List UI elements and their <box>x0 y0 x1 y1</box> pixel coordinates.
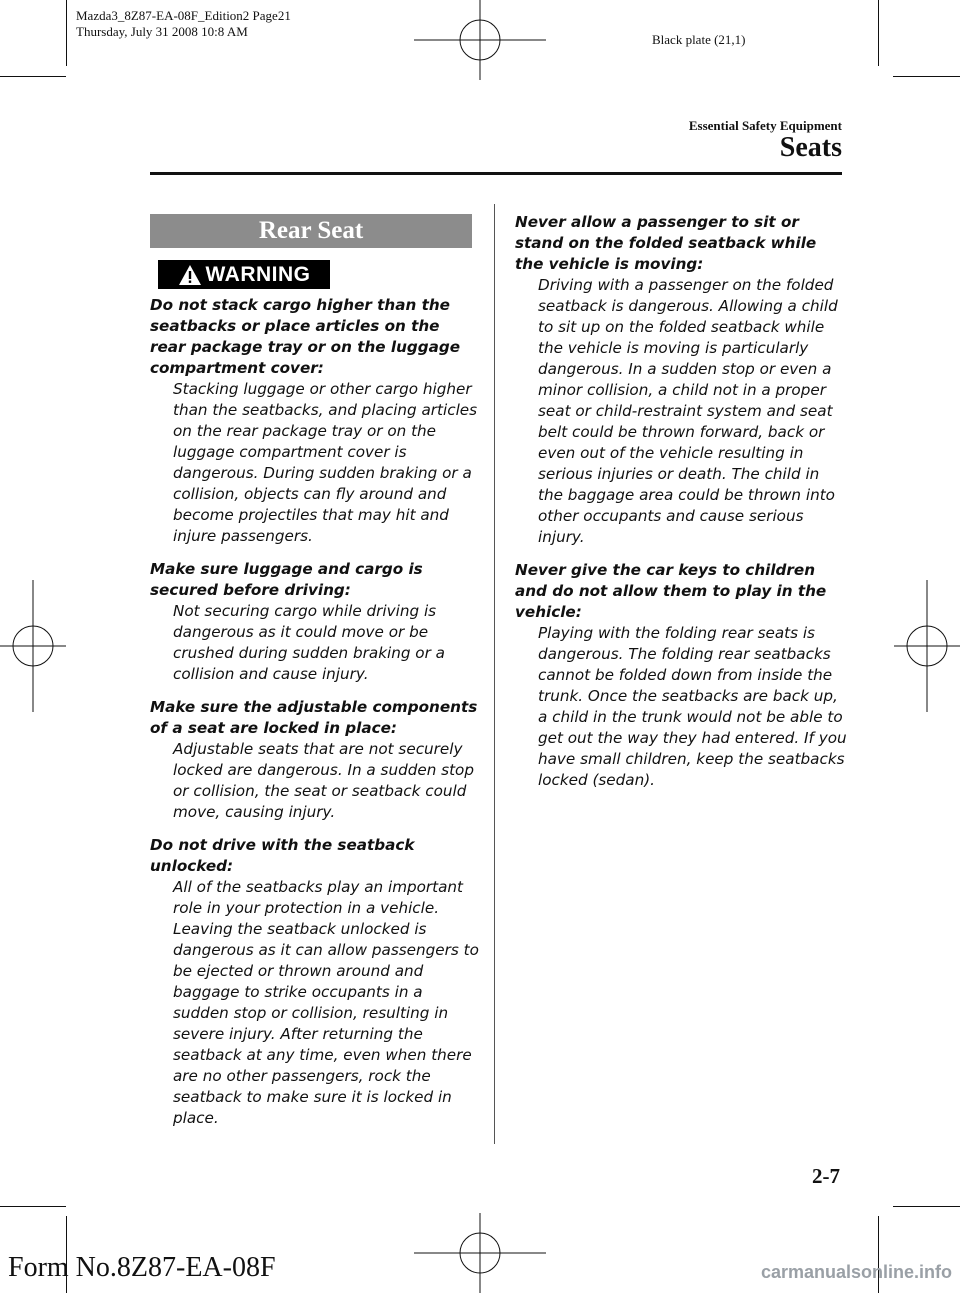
warning-triangle-icon <box>178 264 202 286</box>
crop-mark <box>878 0 879 66</box>
print-date-line: Thursday, July 31 2008 10:8 AM <box>76 24 248 39</box>
warning-item <box>515 212 847 548</box>
crop-mark <box>893 76 960 77</box>
registration-target-icon <box>414 1213 546 1293</box>
warning-body: Driving with a passenger on the folded seatback is dangerous. Allowing a child to sit up on the folded seatback while the vehicle is moving is particularly dangerous. In a sudden stop or even a minor collision, a child not in a proper seat or child-restraint system and seat belt could be thrown forward, back or even out of the vehicle resulting in serious injuries or death. The child in the baggage area could be thrown into other occupants and cause serious injury. <box>538 276 838 546</box>
section-label: Essential Safety Equipment <box>688 118 842 133</box>
warning-body: All of the seatbacks play an important role in your protection in a vehicle. Leaving the seatback unlocked is dangerous as it can allow passengers to be ejected or thrown around and baggage to strike occupants in a sudden stop or collision, resulting in severe injury. After returning the seatback at any time, even when there are no other passengers, rock the seatback to make sure it is locked in place. <box>173 878 479 1127</box>
warning-item <box>515 560 847 791</box>
warning-heading: Never give the car keys to children and do not allow them to play in the vehicle: <box>515 561 827 621</box>
section-title: Seats <box>779 132 842 163</box>
warning-heading: Never allow a passenger to sit or stand on the folded seatback while the vehicle is moving: <box>515 213 817 273</box>
warning-item <box>150 559 480 685</box>
column-divider <box>494 204 495 1144</box>
header-rule <box>150 172 842 175</box>
warning-item <box>150 835 480 1129</box>
crop-mark <box>66 0 67 66</box>
crop-mark <box>0 76 66 77</box>
warning-heading: Make sure luggage and cargo is secured before driving: <box>150 560 423 599</box>
crop-mark <box>0 1206 66 1207</box>
print-plate: Black plate (21,1) <box>652 32 746 47</box>
warning-body: Stacking luggage or other cargo higher than the seatbacks, and placing articles on the rear package tray or on the luggage compartment cover is dangerous. During sudden braking or a collision, objects can fly around and become projectiles that may hit and injure passengers. <box>173 380 478 545</box>
page-number: 2-7 <box>812 1164 840 1188</box>
warning-item <box>150 295 480 547</box>
warning-body: Adjustable seats that are not securely locked are dangerous. In a sudden stop or collision, the seat or seatback could move, causing injury. <box>173 740 474 821</box>
form-number: Form No.8Z87-EA-08F <box>8 1252 276 1283</box>
warning-heading: Do not stack cargo higher than the seatbacks or place articles on the rear package tray or on the luggage compartment cover: <box>150 296 461 377</box>
left-column <box>150 295 480 1141</box>
right-column <box>515 212 847 803</box>
warning-item <box>150 697 480 823</box>
warning-heading: Make sure the adjustable components of a seat are locked in place: <box>150 698 478 737</box>
crop-mark <box>893 1206 960 1207</box>
warning-label: WARNING <box>205 262 311 286</box>
registration-target-icon <box>894 580 960 712</box>
registration-target-icon <box>0 580 66 712</box>
warning-body: Playing with the folding rear seats is dangerous. The folding rear seatbacks cannot be folded down from inside the trunk. Once the seatbacks are back up, a child in the trunk would not be able to get out the way they had entered. If you have small children, keep the seatbacks locked (sedan). <box>538 624 847 789</box>
registration-target-icon <box>414 0 546 80</box>
site-watermark: carmanualsonline.info <box>760 1262 952 1282</box>
rear-seat-banner: Rear Seat <box>150 214 472 248</box>
warning-badge <box>158 260 330 289</box>
warning-body: Not securing cargo while driving is dangerous as it could move or be crushed during sudden braking or a collision and cause injury. <box>173 602 445 683</box>
warning-heading: Do not drive with the seatback unlocked: <box>150 836 415 875</box>
print-file-line: Mazda3_8Z87-EA-08F_Edition2 Page21 <box>76 8 291 23</box>
